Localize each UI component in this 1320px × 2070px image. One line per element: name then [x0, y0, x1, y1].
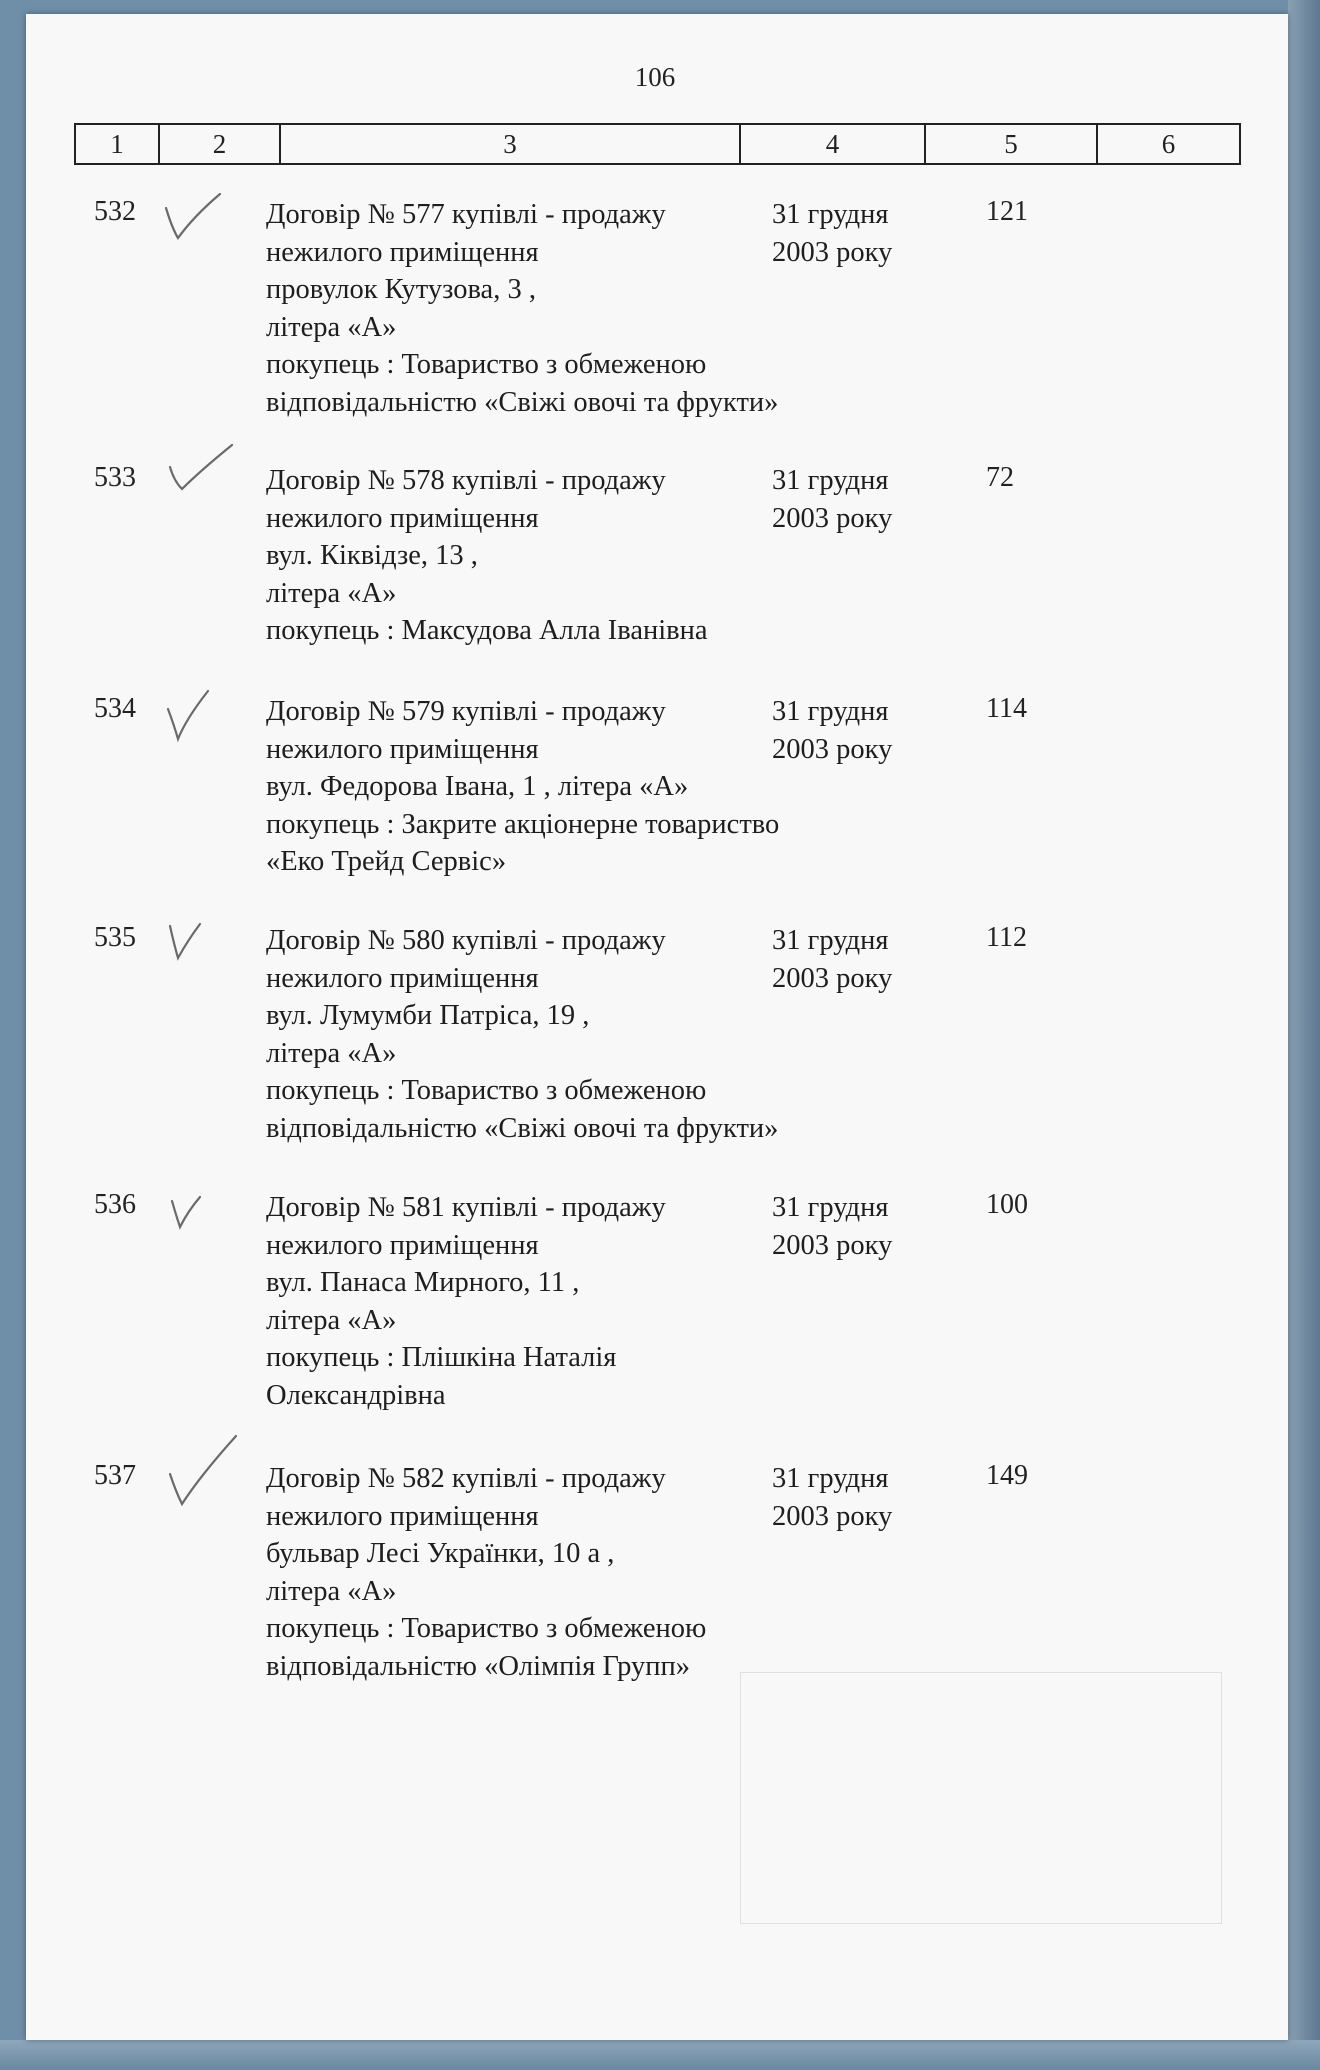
bleed-through-stamp-area [740, 1672, 1222, 1924]
description-line: літера «А» [266, 577, 397, 609]
description-line: Договір № 579 купівлі - продажу [266, 696, 666, 727]
description-line: відповідальністю «Олімпія Групп» [266, 1650, 691, 1682]
description-line: Договір № 581 купівлі - продажу [266, 1192, 666, 1223]
register-entry [0, 1189, 1320, 1429]
description-line: літера «А» [266, 311, 397, 343]
checkmark-icon [160, 1181, 240, 1241]
description-line: вул. Лумумби Патріса, 19 , [266, 1000, 590, 1031]
description-line: покупець : Товариство з обмеженою [266, 1613, 707, 1644]
description-line: літера «А» [266, 1575, 397, 1607]
checkmark-icon [160, 1420, 240, 1520]
checkmark-icon [160, 914, 240, 974]
date-line: 31 грудня [772, 1192, 889, 1223]
entry-page-count: 100 [986, 1189, 1028, 1220]
description-line: вул. Федорова Івана, 1 , літера «А» [266, 771, 689, 802]
register-entry [0, 462, 1320, 702]
entry-page-count: 112 [986, 922, 1027, 953]
description-line: нежилого приміщення [266, 502, 539, 534]
entry-description [266, 462, 786, 650]
register-entry [0, 1460, 1320, 1700]
entry-date [772, 693, 942, 768]
entry-date [772, 922, 942, 997]
description-line: покупець : Максудова Алла Іванівна [266, 615, 708, 646]
column-header-6: 6 [1097, 124, 1240, 164]
date-line: 31 грудня [772, 465, 889, 496]
description-line: нежилого приміщення [266, 733, 539, 765]
entry-description [266, 1189, 786, 1414]
checkmark-icon [160, 685, 240, 745]
entry-number: 532 [94, 196, 136, 227]
description-line: Договір № 582 купівлі - продажу [266, 1463, 666, 1494]
description-line: бульвар Лесі Українки, 10 а , [266, 1538, 615, 1569]
description-line: «Еко Трейд Сервіс» [266, 846, 507, 877]
entry-page-count: 121 [986, 196, 1028, 227]
date-line: 2003 року [772, 236, 893, 268]
description-line: Договір № 580 купівлі - продажу [266, 925, 666, 956]
entry-description [266, 196, 786, 421]
description-line: вул. Панаса Мирного, 11 , [266, 1267, 580, 1298]
entry-date [772, 196, 942, 271]
description-line: покупець : Товариство з обмеженою [266, 349, 707, 380]
description-line: покупець : Товариство з обмеженою [266, 1075, 707, 1106]
date-line: 2003 року [772, 962, 893, 994]
date-line: 2003 року [772, 1500, 893, 1532]
description-line: відповідальністю «Свіжі овочі та фрукти» [266, 386, 779, 418]
column-header-3: 3 [280, 124, 740, 164]
entry-page-count: 114 [986, 693, 1027, 724]
date-line: 2003 року [772, 1229, 893, 1261]
entry-date [772, 1460, 942, 1535]
description-line: Олександрівна [266, 1379, 446, 1411]
date-line: 31 грудня [772, 925, 889, 956]
column-header-4: 4 [740, 124, 925, 164]
description-line: нежилого приміщення [266, 1500, 539, 1532]
description-line: Договір № 578 купівлі - продажу [266, 465, 666, 496]
column-header-row [74, 123, 1241, 165]
date-line: 31 грудня [772, 696, 889, 727]
entry-date [772, 1189, 942, 1264]
entry-description [266, 1460, 786, 1685]
description-line: нежилого приміщення [266, 962, 539, 994]
entry-page-count: 149 [986, 1460, 1028, 1491]
date-line: 2003 року [772, 502, 893, 534]
column-header-5: 5 [925, 124, 1097, 164]
page-number: 106 [634, 62, 676, 92]
date-line: 31 грудня [772, 199, 889, 230]
description-line: літера «А» [266, 1304, 397, 1336]
entry-page-count: 72 [986, 462, 1014, 493]
entry-number: 537 [94, 1460, 136, 1491]
description-line: Договір № 577 купівлі - продажу [266, 199, 666, 230]
description-line: вул. Кіквідзе, 13 , [266, 540, 478, 571]
entry-description [266, 922, 786, 1147]
entry-number: 534 [94, 693, 136, 724]
entry-date [772, 462, 942, 537]
description-line: покупець : Плішкіна Наталія [266, 1342, 617, 1373]
description-line: покупець : Закрите акціонерне товариство [266, 808, 780, 840]
description-line: нежилого приміщення [266, 236, 539, 268]
column-header-1: 1 [75, 124, 159, 164]
entry-number: 533 [94, 462, 136, 493]
checkmark-icon [160, 188, 240, 248]
description-line: нежилого приміщення [266, 1229, 539, 1261]
checkmark-icon [160, 432, 240, 502]
register-entry [0, 922, 1320, 1162]
register-entry [0, 196, 1320, 436]
description-line: провулок Кутузова, 3 , [266, 274, 536, 305]
description-line: літера «А» [266, 1037, 397, 1069]
scanner-edge-bottom [0, 2040, 1320, 2070]
entry-number: 535 [94, 922, 136, 953]
column-header-2: 2 [159, 124, 280, 164]
description-line: відповідальністю «Свіжі овочі та фрукти» [266, 1112, 779, 1144]
entry-number: 536 [94, 1189, 136, 1220]
date-line: 2003 року [772, 733, 893, 765]
entry-description [266, 693, 786, 881]
date-line: 31 грудня [772, 1463, 889, 1494]
register-entry [0, 693, 1320, 933]
